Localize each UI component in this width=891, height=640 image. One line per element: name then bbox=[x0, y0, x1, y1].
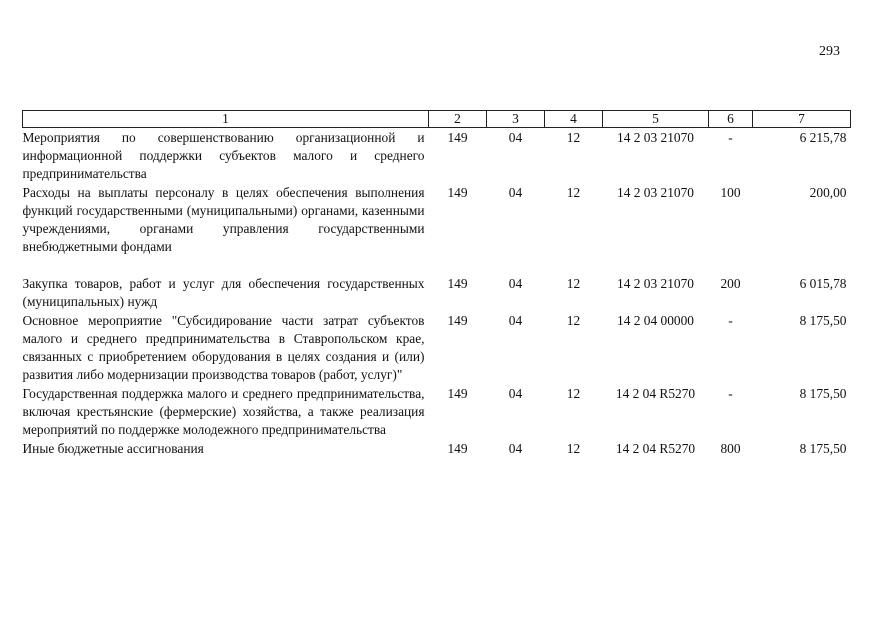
row-name: Закупка товаров, работ и услуг для обеспечения государственных (муниципальных) нужд bbox=[22, 276, 425, 309]
row-section: 04 bbox=[508, 130, 523, 145]
row-amount: 6 015,78 bbox=[799, 276, 847, 291]
table-row bbox=[23, 384, 851, 439]
row-admin: 149 bbox=[447, 130, 468, 145]
row-subsection: 12 bbox=[566, 313, 581, 328]
row-subsection: 12 bbox=[566, 130, 581, 145]
row-admin: 149 bbox=[447, 441, 468, 456]
column-header-3: 3 bbox=[487, 111, 545, 128]
table-row bbox=[23, 274, 851, 311]
row-amount: 6 215,78 bbox=[799, 130, 847, 145]
row-amount: 200,00 bbox=[809, 185, 847, 200]
row-subsection: 12 bbox=[566, 185, 581, 200]
row-subsection: 12 bbox=[566, 386, 581, 401]
row-name: Основное мероприятие "Субсидирование части затрат субъектов малого и среднего предпринимательства в Ставропольском крае, связанных с приобретением оборудования в целях создания и (или) развития либо модернизации производства товаров (работ, услуг)" bbox=[22, 313, 425, 382]
row-expense-type: 100 bbox=[720, 185, 741, 200]
table-row bbox=[23, 128, 851, 184]
row-target: 14 2 04 00000 bbox=[617, 313, 694, 328]
row-expense-type: - bbox=[728, 386, 733, 401]
row-admin: 149 bbox=[447, 276, 468, 291]
row-amount: 8 175,50 bbox=[799, 313, 847, 328]
row-target: 14 2 03 21070 bbox=[617, 276, 694, 291]
row-name: Мероприятия по совершенствованию организационной и информационной поддержки субъектов малого и среднего предпринимательства bbox=[22, 130, 425, 181]
row-section: 04 bbox=[508, 313, 523, 328]
row-admin: 149 bbox=[447, 185, 468, 200]
row-section: 04 bbox=[508, 276, 523, 291]
row-name: Государственная поддержка малого и среднего предпринимательства, включая крестьянские (фермерские) хозяйства, а также реализация мероприятий по поддержке молодежного предпринимательства bbox=[22, 386, 425, 437]
table-row bbox=[23, 311, 851, 384]
table-row bbox=[23, 439, 851, 458]
row-amount: 8 175,50 bbox=[799, 441, 847, 456]
row-expense-type: 800 bbox=[720, 441, 741, 456]
table-row bbox=[23, 183, 851, 256]
header-row bbox=[23, 111, 851, 128]
column-header-4: 4 bbox=[545, 111, 603, 128]
row-subsection: 12 bbox=[566, 441, 581, 456]
row-spacer bbox=[23, 256, 851, 274]
row-section: 04 bbox=[508, 185, 523, 200]
column-header-1: 1 bbox=[23, 111, 429, 128]
row-target: 14 2 03 21070 bbox=[617, 185, 694, 200]
row-name: Иные бюджетные ассигнования bbox=[22, 441, 204, 456]
column-header-5: 5 bbox=[603, 111, 709, 128]
row-section: 04 bbox=[508, 386, 523, 401]
row-section: 04 bbox=[508, 441, 523, 456]
row-target: 14 2 03 21070 bbox=[617, 130, 694, 145]
row-amount: 8 175,50 bbox=[799, 386, 847, 401]
row-expense-type: 200 bbox=[720, 276, 741, 291]
row-expense-type: - bbox=[728, 130, 733, 145]
row-name: Расходы на выплаты персоналу в целях обеспечения выполнения функций государственными (муниципальными) органами, казенными учреждениями, органами управления государственными внебюджетными фондами bbox=[22, 185, 425, 254]
budget-table bbox=[22, 110, 851, 458]
row-target: 14 2 04 R5270 bbox=[615, 441, 696, 456]
row-subsection: 12 bbox=[566, 276, 581, 291]
row-admin: 149 bbox=[447, 313, 468, 328]
column-header-7: 7 bbox=[753, 111, 851, 128]
row-expense-type: - bbox=[728, 313, 733, 328]
column-header-6: 6 bbox=[709, 111, 753, 128]
column-header-2: 2 bbox=[429, 111, 487, 128]
page-number: 293 bbox=[819, 44, 840, 59]
row-target: 14 2 04 R5270 bbox=[615, 386, 696, 401]
row-admin: 149 bbox=[447, 386, 468, 401]
